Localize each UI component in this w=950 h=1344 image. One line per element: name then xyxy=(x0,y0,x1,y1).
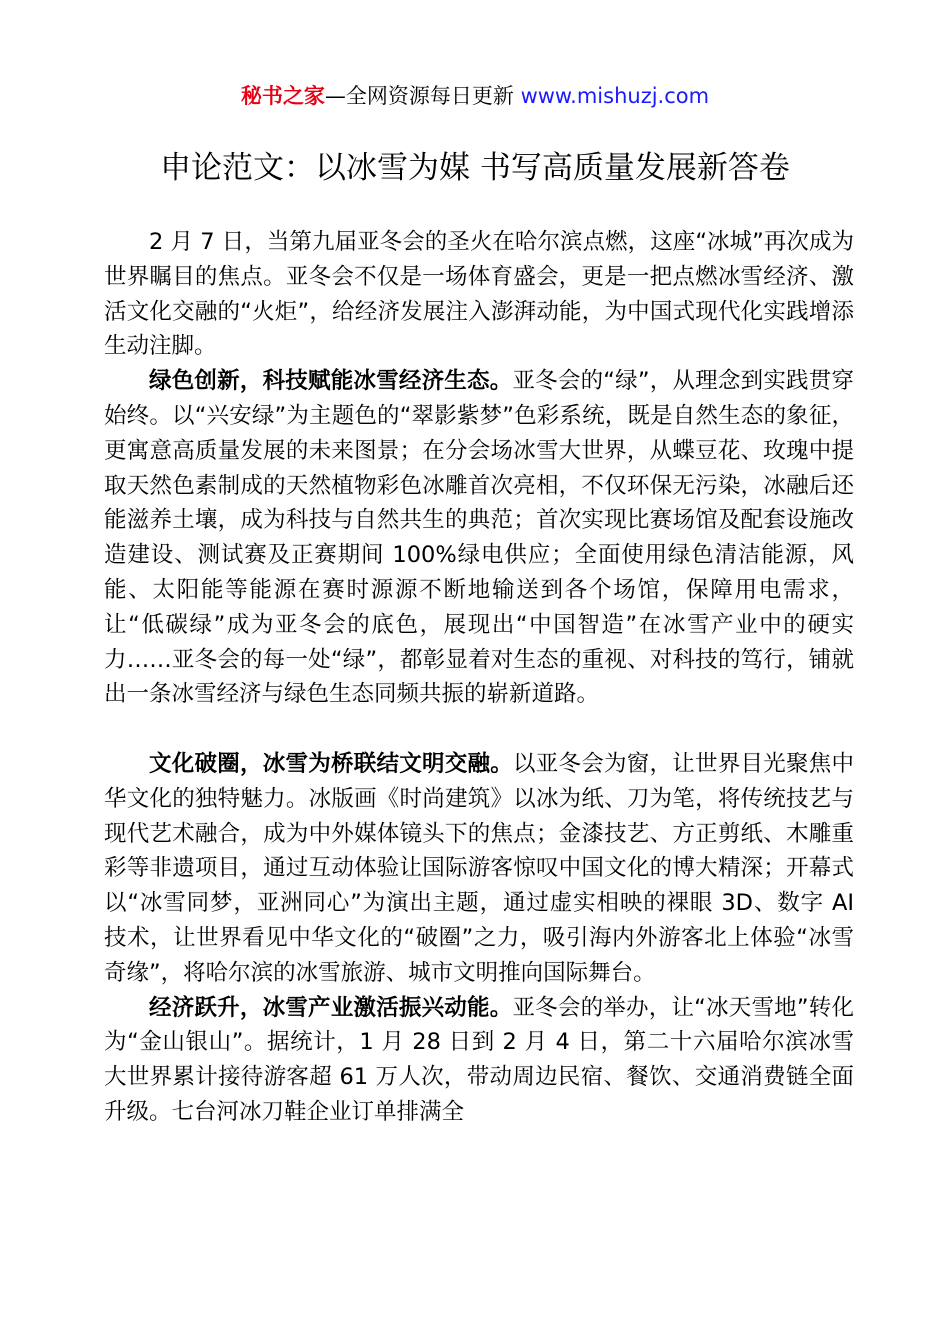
site-url-link[interactable]: www.mishuzj.com xyxy=(520,84,710,108)
paragraph-lead: 绿色创新，科技赋能冰雪经济生态。 xyxy=(149,368,513,395)
paragraph-text: 以亚冬会为窗，让世界目光聚焦中华文化的独特魅力。冰版画《时尚建筑》以冰为纸、刀为笔，将传统技艺与现代艺术融合，成为中外媒体镜头下的焦点；金漆技艺、方正剪纸、木雕重彩等非遗项目，通过互动体验让国际游客惊叹中国文化的博大精深；开幕式以“冰雪同梦，亚洲同心”为演出主题，通过虚实相映的裸眼 3D、数字 AI 技术，让世界看见中华文化的“破圈”之力，吸引海内外游客北上体验“冰雪奇缘”，将哈尔滨的冰雪旅游、城市文明推向国际舞台。 xyxy=(104,750,854,986)
paragraph-lead: 文化破圈，冰雪为桥联结文明交融。 xyxy=(149,750,513,777)
document-title: 申论范文：以冰雪为媒 书写高质量发展新答卷 xyxy=(160,150,790,186)
site-header xyxy=(0,82,950,110)
paragraph-text: 亚冬会的举办，让“冰天雪地”转化为“金山银山”。据统计，1 月 28 日到 2 月 4 日，第二十六届哈尔滨冰雪大世界累计接待游客超 61 万人次，带动周边民宿、餐饮、交通消费链全面升级。七台河冰刀鞋企业订单排满全 xyxy=(104,994,854,1125)
site-tagline: —全网资源每日更新 xyxy=(324,84,521,108)
site-brand: 秘书之家 xyxy=(240,84,325,108)
paragraph-text: 亚冬会的“绿”，从理念到实践贯穿始终。以“兴安绿”为主题色的“翠影紫梦”色彩系统，既是自然生态的象征，更寓意高质量发展的未来图景；在分会场冰雪大世界，从蝶豆花、玫瑰中提取天然色素制成的天然植物彩色冰雕首次亮相，不仅环保无污染，冰融后还能滋养土壤，成为科技与自然共生的典范；首次实现比赛场馆及配套设施改造建设、测试赛及正赛期间 100%绿电供应；全面使用绿色清洁能源，风能、太阳能等能源在赛时源源不断地输送到各个场馆，保障用电需求，让“低碳绿”成为亚冬会的底色，展现出“中国智造”在冰雪产业中的硬实力……亚冬会的每一处“绿”，都彰显着对生态的重视、对科技的笃行，铺就出一条冰雪经济与绿色生态同频共振的崭新道路。 xyxy=(104,368,854,708)
paragraph-lead: 经济跃升，冰雪产业激活振兴动能。 xyxy=(149,994,513,1021)
paragraph-text: 2 月 7 日，当第九届亚冬会的圣火在哈尔滨点燃，这座“冰城”再次成为世界瞩目的焦点。亚冬会不仅是一场体育盛会，更是一把点燃冰雪经济、激活文化交融的“火炬”，给经济发展注入澎湃动能，为中国式现代化实践增添生动注脚。 xyxy=(104,229,854,360)
paragraph-intro xyxy=(104,225,854,364)
paragraph-green-innovation xyxy=(104,364,854,712)
paragraph-economy xyxy=(104,991,854,1130)
article-body xyxy=(104,225,854,1130)
paragraph-culture xyxy=(104,747,854,991)
